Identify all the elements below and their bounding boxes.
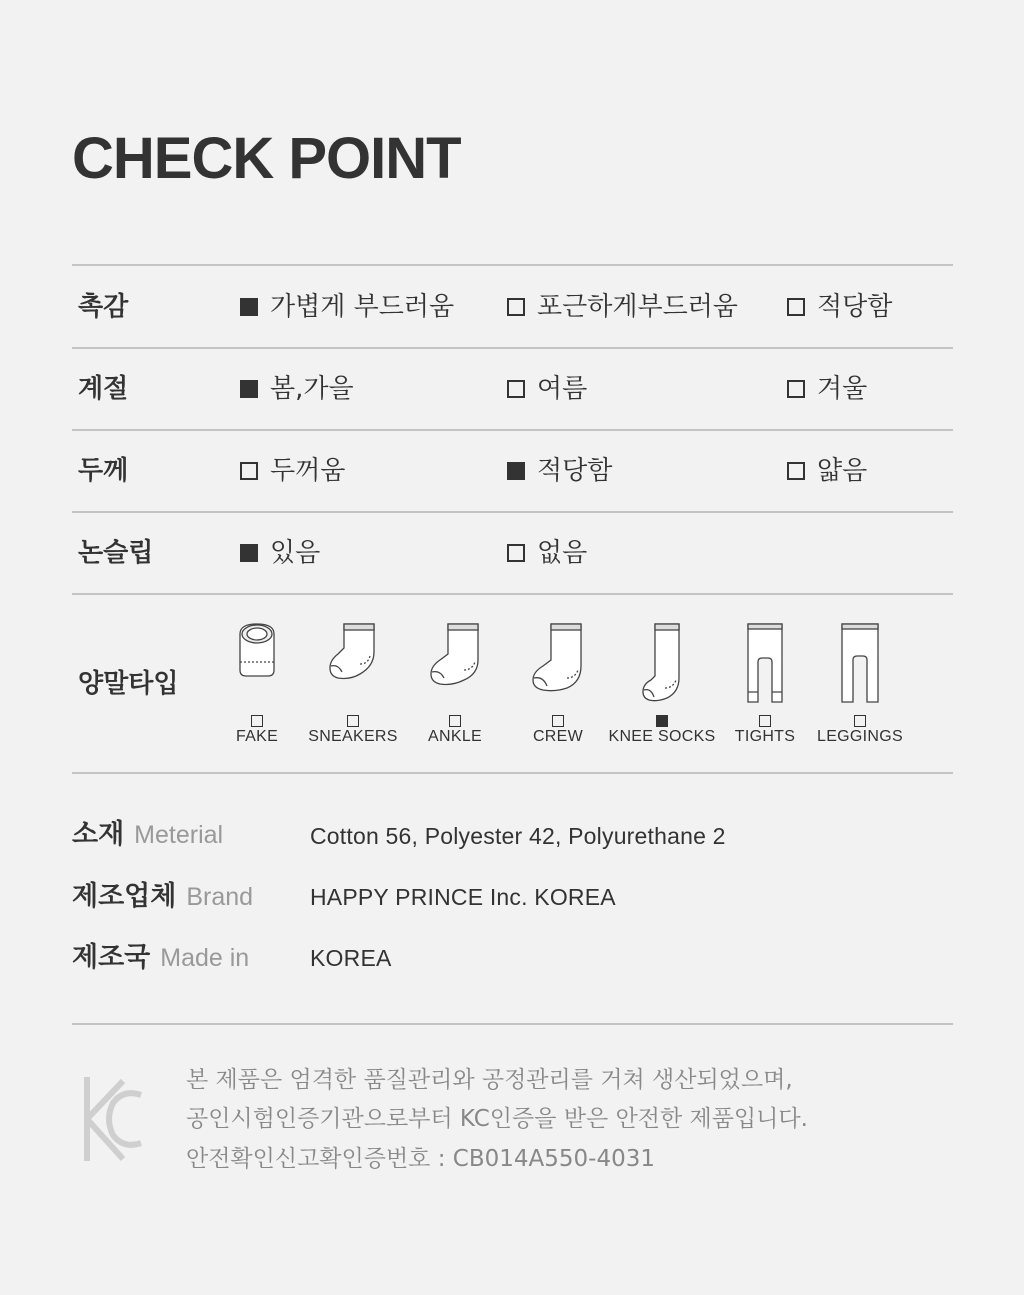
sock-type-sneakers[interactable] bbox=[298, 620, 408, 755]
checkbox[interactable] bbox=[240, 544, 258, 562]
sock-type-label: SNEAKERS bbox=[308, 728, 398, 745]
checkbox[interactable] bbox=[759, 715, 771, 727]
knee-sock-icon bbox=[607, 620, 717, 710]
checkbox[interactable] bbox=[552, 715, 564, 727]
option-label: 가볍게 부드러움 bbox=[270, 292, 455, 322]
tights-icon bbox=[710, 620, 820, 710]
option-non-slip-yes[interactable] bbox=[240, 533, 320, 573]
info-label-en: Meterial bbox=[134, 821, 224, 849]
option-thickness-moderate[interactable] bbox=[507, 451, 612, 491]
option-label: 봄,가을 bbox=[270, 374, 354, 404]
checkbox[interactable] bbox=[240, 298, 258, 316]
checkbox[interactable] bbox=[507, 380, 525, 398]
option-texture-light-soft[interactable] bbox=[240, 287, 454, 327]
sneakers-sock-icon bbox=[298, 620, 408, 710]
info-label-brand bbox=[72, 877, 253, 917]
divider bbox=[72, 772, 953, 774]
option-season-spring-fall[interactable] bbox=[240, 369, 354, 409]
sock-type-label: FAKE bbox=[235, 728, 279, 745]
checkbox[interactable] bbox=[787, 462, 805, 480]
checkbox[interactable] bbox=[787, 298, 805, 316]
info-value-material: Cotton 56, Polyester 42, Polyurethane 2 bbox=[310, 823, 726, 849]
crew-sock-icon bbox=[503, 620, 613, 710]
sock-type-label: ANKLE bbox=[428, 728, 482, 745]
option-thickness-thin[interactable] bbox=[787, 451, 867, 491]
checkbox[interactable] bbox=[240, 380, 258, 398]
checkbox[interactable] bbox=[347, 715, 359, 727]
info-value-brand: HAPPY PRINCE Inc. KOREA bbox=[310, 884, 616, 910]
info-label-ko: 소재 bbox=[72, 819, 125, 850]
info-label-ko: 제조업체 bbox=[72, 881, 177, 912]
info-value-made-in: KOREA bbox=[310, 945, 392, 971]
certification-line: 본 제품은 엄격한 품질관리와 공정관리를 거쳐 생산되었으며, bbox=[186, 1067, 793, 1093]
divider bbox=[72, 511, 953, 513]
row-label-non-slip: 논슬립 bbox=[78, 538, 154, 568]
leggings-icon bbox=[805, 620, 915, 710]
sock-type-label: KNEE SOCKS bbox=[608, 728, 716, 745]
info-label-ko: 제조국 bbox=[72, 942, 151, 973]
row-label-sock-type: 양말타입 bbox=[78, 669, 179, 699]
sock-type-fake[interactable] bbox=[202, 620, 312, 755]
divider bbox=[72, 593, 953, 595]
checkbox[interactable] bbox=[507, 544, 525, 562]
ankle-sock-icon bbox=[400, 620, 510, 710]
sock-type-knee-socks[interactable] bbox=[607, 620, 717, 755]
checkbox[interactable] bbox=[251, 715, 263, 727]
option-label: 얇음 bbox=[817, 456, 868, 486]
option-label: 있음 bbox=[270, 538, 321, 568]
option-non-slip-no[interactable] bbox=[507, 533, 587, 573]
option-thickness-thick[interactable] bbox=[240, 451, 345, 491]
row-label-texture: 촉감 bbox=[78, 292, 129, 322]
sock-type-ankle[interactable] bbox=[400, 620, 510, 755]
option-season-summer[interactable] bbox=[507, 369, 587, 409]
checkbox[interactable] bbox=[507, 462, 525, 480]
certification-line: 공인시험인증기관으로부터 KC인증을 받은 안전한 제품입니다. bbox=[186, 1106, 808, 1132]
row-label-season: 계절 bbox=[78, 374, 129, 404]
option-label: 포근하게부드러움 bbox=[537, 292, 738, 322]
checkbox[interactable] bbox=[507, 298, 525, 316]
sock-type-tights[interactable] bbox=[710, 620, 820, 755]
option-label: 겨울 bbox=[817, 374, 868, 404]
fake-sock-icon bbox=[202, 620, 312, 710]
sock-type-label: CREW bbox=[532, 728, 584, 745]
checkbox[interactable] bbox=[854, 715, 866, 727]
checkbox[interactable] bbox=[449, 715, 461, 727]
info-label-en: Brand bbox=[186, 883, 254, 911]
option-label: 없음 bbox=[537, 538, 588, 568]
sock-type-label: LEGGINGS bbox=[817, 728, 903, 745]
sock-type-label: TIGHTS bbox=[734, 728, 796, 745]
info-label-made-in bbox=[72, 938, 249, 978]
sock-type-leggings[interactable] bbox=[805, 620, 915, 755]
divider bbox=[72, 347, 953, 349]
option-label: 적당함 bbox=[537, 456, 613, 486]
certification-number: 안전확인신고확인증번호 : CB014A550-4031 bbox=[186, 1146, 655, 1172]
page-title: CHECK POINT bbox=[72, 126, 461, 191]
option-label: 적당함 bbox=[817, 292, 893, 322]
option-texture-moderate[interactable] bbox=[787, 287, 892, 327]
checkbox[interactable] bbox=[240, 462, 258, 480]
option-label: 두꺼움 bbox=[270, 456, 346, 486]
option-season-winter[interactable] bbox=[787, 369, 867, 409]
option-texture-cozy-soft[interactable] bbox=[507, 287, 738, 327]
info-label-en: Made in bbox=[160, 944, 250, 972]
kc-mark-icon bbox=[83, 1073, 145, 1165]
divider bbox=[72, 264, 953, 266]
divider bbox=[72, 1023, 953, 1025]
divider bbox=[72, 429, 953, 431]
sock-type-crew[interactable] bbox=[503, 620, 613, 755]
option-label: 여름 bbox=[537, 374, 588, 404]
row-label-thickness: 두께 bbox=[78, 456, 129, 486]
info-label-material bbox=[72, 815, 223, 855]
checkbox[interactable] bbox=[787, 380, 805, 398]
checkbox[interactable] bbox=[656, 715, 668, 727]
